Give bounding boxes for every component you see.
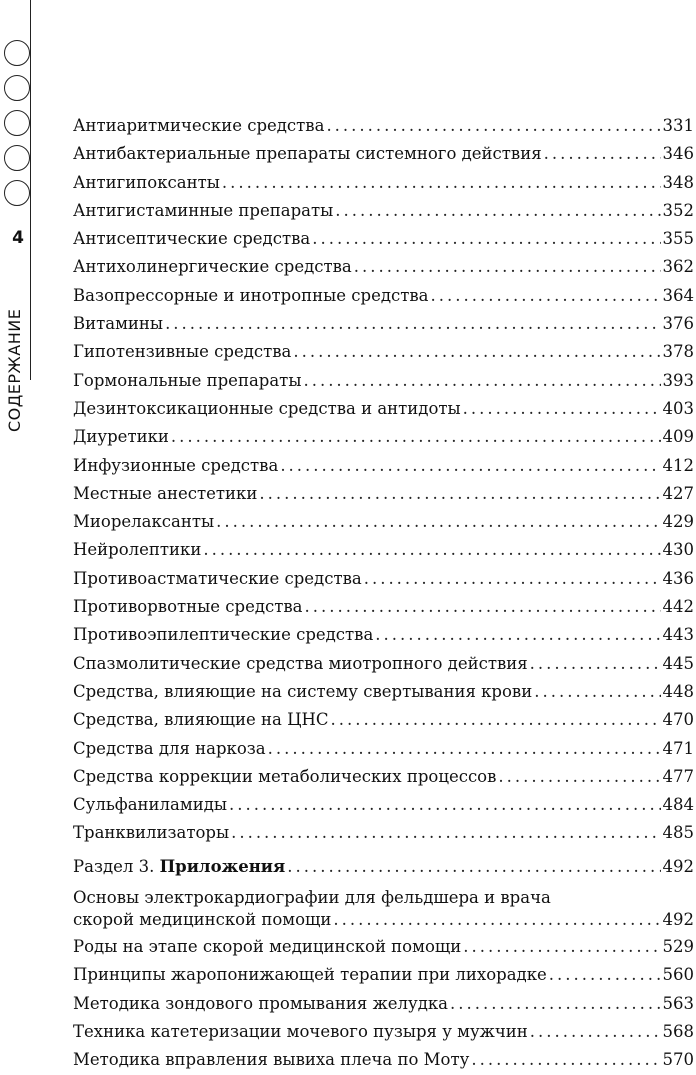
toc-page-number: 448	[662, 681, 694, 701]
toc-page-number: 443	[662, 625, 694, 645]
toc-entry[interactable]	[73, 593, 694, 621]
toc-entry[interactable]	[73, 395, 694, 423]
toc-entry-title: Местные анестетики	[73, 483, 258, 503]
toc-appendix-list	[73, 933, 694, 1074]
dot-leader	[471, 1046, 660, 1074]
toc-entry[interactable]	[73, 225, 694, 253]
toc-page-number: 352	[662, 200, 694, 220]
dot-leader	[203, 536, 660, 564]
dot-leader	[335, 197, 660, 225]
toc-page-number: 393	[662, 370, 694, 390]
toc-entry-title: Противоастматические средства	[73, 568, 362, 588]
dot-leader	[293, 338, 660, 366]
toc-page-number: 484	[662, 795, 694, 815]
toc-entry-title: Гипотензивные средства	[73, 342, 292, 362]
toc-page-number: 364	[662, 285, 694, 305]
dot-leader	[312, 225, 660, 253]
toc-entry[interactable]	[73, 197, 694, 225]
dot-leader	[534, 678, 660, 706]
dot-leader	[364, 565, 661, 593]
dot-leader	[463, 933, 660, 961]
circle-icon	[4, 145, 30, 171]
toc-entry-title: Инфузионные средства	[73, 455, 279, 475]
page-number: 4	[12, 228, 24, 248]
toc-entry[interactable]	[73, 735, 694, 763]
dot-leader	[216, 508, 660, 536]
toc-page-number: 430	[662, 540, 694, 560]
dot-leader	[303, 367, 660, 395]
toc-entry-title: Вазопрессорные и инотропные средства	[73, 285, 429, 305]
toc-entry-title: Техника катетеризации мочевого пузыря у мужчин	[73, 1021, 528, 1041]
dot-leader	[549, 961, 661, 989]
toc-page-number: 445	[662, 653, 694, 673]
toc-entry[interactable]	[73, 282, 694, 310]
toc-entry[interactable]	[73, 706, 694, 734]
toc-entry[interactable]	[73, 536, 694, 564]
dot-leader	[268, 735, 661, 763]
toc-page-number: 471	[662, 738, 694, 758]
toc-entry-title: Сульфаниламиды	[73, 795, 227, 815]
dot-leader	[229, 791, 661, 819]
dot-leader	[375, 621, 660, 649]
toc-entry[interactable]	[73, 338, 694, 366]
toc-entry-title: Антиаритмические средства	[73, 116, 325, 135]
toc-entry[interactable]	[73, 819, 694, 847]
toc-entry[interactable]	[73, 367, 694, 395]
toc-entry[interactable]	[73, 169, 694, 197]
toc-page-number: 442	[662, 597, 694, 617]
dot-leader	[530, 650, 661, 678]
toc-entry-title: Антигистаминные препараты	[73, 200, 334, 220]
toc-entry[interactable]	[73, 650, 694, 678]
toc-entry[interactable]	[73, 423, 694, 451]
toc-entry[interactable]	[73, 565, 694, 593]
toc-main-list	[73, 112, 694, 848]
toc-entry[interactable]	[73, 961, 694, 989]
toc-page-number: 470	[662, 710, 694, 730]
dot-leader	[165, 310, 660, 338]
toc-entry[interactable]	[73, 763, 694, 791]
toc-entry[interactable]	[73, 621, 694, 649]
table-of-contents	[73, 112, 694, 1075]
toc-entry[interactable]	[73, 452, 694, 480]
dot-leader	[498, 763, 660, 791]
dot-leader	[530, 1018, 661, 1046]
toc-page-number: 477	[662, 766, 694, 786]
toc-entry-title: Методика вправления вывиха плеча по Моту	[73, 1050, 470, 1070]
toc-entry[interactable]	[73, 112, 694, 140]
toc-page-number: 436	[662, 568, 694, 588]
toc-page-number: 570	[662, 1050, 694, 1070]
dot-leader	[450, 990, 660, 1018]
dot-leader	[280, 452, 660, 480]
dot-leader	[287, 853, 660, 881]
toc-page-number: 331	[662, 116, 694, 135]
toc-entry[interactable]	[73, 508, 694, 536]
toc-page-number: 529	[662, 937, 694, 957]
circle-icon	[4, 180, 30, 206]
toc-entry[interactable]	[73, 678, 694, 706]
toc-entry-title: Нейролептики	[73, 540, 202, 560]
toc-page-number: 403	[662, 398, 694, 418]
toc-entry[interactable]	[73, 480, 694, 508]
dot-leader	[463, 395, 661, 423]
toc-entry-title: Средства коррекции метаболических процессов	[73, 766, 497, 786]
toc-entry[interactable]	[73, 933, 694, 961]
toc-entry[interactable]	[73, 310, 694, 338]
side-rule	[30, 0, 31, 380]
circle-icon	[4, 110, 30, 136]
toc-entry-title: Диуретики	[73, 427, 169, 447]
toc-entry-title: Транквилизаторы	[73, 823, 230, 843]
toc-entry[interactable]	[73, 791, 694, 819]
toc-page-number: 563	[662, 993, 694, 1013]
dot-leader	[354, 253, 661, 281]
toc-entry-title: Дезинтоксикационные средства и антидоты	[73, 398, 461, 418]
circle-icon	[4, 75, 30, 101]
toc-entry-title: Противоэпилептические средства	[73, 625, 374, 645]
toc-entry[interactable]	[73, 990, 694, 1018]
toc-entry-title: Средства, влияющие на ЦНС	[73, 710, 329, 730]
toc-entry-title: Миорелаксанты	[73, 512, 215, 532]
toc-entry-multiline[interactable]	[73, 887, 694, 933]
toc-page-number: 412	[662, 455, 694, 475]
toc-page-number: 560	[662, 965, 694, 985]
toc-entry-title: Роды на этапе скорой медицинской помощи	[73, 937, 462, 957]
toc-entry-title: Спазмолитические средства миотропного действия	[73, 653, 528, 673]
toc-entry-title: Противорвотные средства	[73, 597, 303, 617]
toc-entry[interactable]	[73, 253, 694, 281]
toc-page-number: 378	[662, 342, 694, 362]
toc-page-number: 427	[662, 483, 694, 503]
side-section-title: СОДЕРЖАНИЕ	[5, 308, 24, 432]
dot-leader	[431, 282, 661, 310]
toc-section-title: Раздел 3. Приложения	[73, 856, 286, 876]
toc-page-number: 568	[662, 1021, 694, 1041]
dot-leader	[171, 423, 661, 451]
toc-page-number: 409	[662, 427, 694, 447]
toc-page-number: 429	[662, 512, 694, 532]
toc-section-heading[interactable]	[73, 853, 694, 881]
toc-page-number: 346	[662, 144, 694, 164]
toc-page-number: 485	[662, 823, 694, 843]
toc-entry-title: Методика зондового промывания желудка	[73, 993, 449, 1013]
toc-page-number: 362	[662, 257, 694, 277]
toc-entry-title: Средства для наркоза	[73, 738, 266, 758]
toc-page-number: 348	[662, 172, 694, 192]
toc-entry-title: Гормональные препараты	[73, 370, 302, 390]
decorative-circles	[4, 40, 30, 215]
toc-entry[interactable]	[73, 140, 694, 168]
toc-entry-title: Принципы жаропонижающей терапии при лихорадке	[73, 965, 547, 985]
toc-entry-title: Антихолинергические средства	[73, 257, 352, 277]
dot-leader	[544, 140, 661, 168]
toc-page-number: 355	[662, 229, 694, 249]
toc-page-number: 492	[662, 910, 694, 930]
dot-leader	[259, 480, 660, 508]
toc-entry-title-line2: скорой медицинской помощи	[73, 910, 332, 930]
toc-entry-title: Антисептические средства	[73, 229, 311, 249]
toc-entry-title: Витамины	[73, 314, 164, 334]
dot-leader	[333, 909, 660, 931]
dot-leader	[305, 593, 661, 621]
dot-leader	[231, 819, 660, 847]
toc-page-number: 376	[662, 314, 694, 334]
toc-entry-title-line1: Основы электрокардиографии для фельдшера и врача	[73, 888, 551, 908]
toc-entry[interactable]	[73, 1046, 694, 1074]
toc-entry-title: Антигипоксанты	[73, 172, 220, 192]
dot-leader	[330, 706, 660, 734]
toc-page-number: 492	[662, 856, 694, 876]
toc-entry[interactable]	[73, 1018, 694, 1046]
toc-entry-title: Средства, влияющие на систему свертывания крови	[73, 681, 533, 701]
circle-icon	[4, 40, 30, 66]
dot-leader	[326, 112, 660, 140]
dot-leader	[222, 169, 661, 197]
toc-entry-title: Антибактериальные препараты системного действия	[73, 144, 542, 164]
